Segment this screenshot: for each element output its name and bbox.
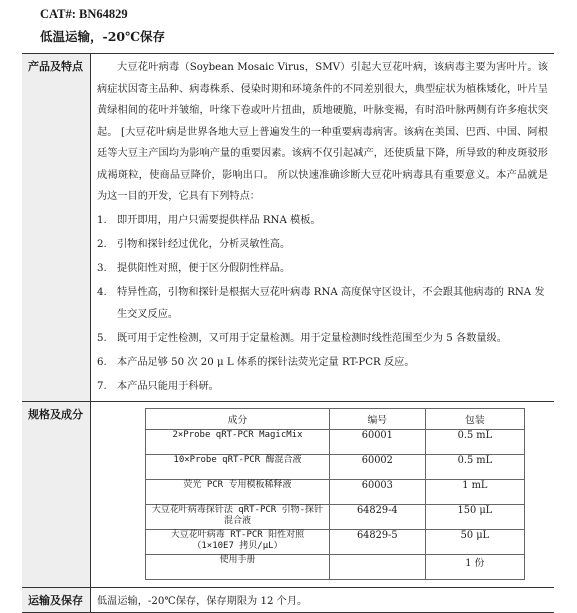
storage-label: 运输及保存 — [22, 587, 91, 612]
component-pack: 50 μL — [425, 529, 524, 554]
feature-number: 6. — [97, 356, 107, 368]
component-row — [146, 529, 525, 554]
component-row — [146, 504, 525, 529]
storage-row — [22, 587, 554, 612]
component-code: 60002 — [329, 454, 425, 479]
product-intro: 大豆花叶病毒（Soybean Mosaic Virus，SMV）引起大豆花叶病，该病毒主要为害叶片。该病症状因寄主品种、病毒株系、侵染时期和环境条件的不同差别很大，典型症状为植株矮化，叶片呈黄绿相间的花叶并皱缩，叶缘下卷或叶片扭曲，质地硬脆，叶脉变褐，有时沿叶脉两侧有许多疱状突起。 [大豆花叶病是世界各地大豆上普遍发生的一种重要病毒病害。该病在美国、巴西、中国、阿根廷等大豆主产国均为影响产量的重要因素。该病不仅引起减产，还使质量下降，所导致的种皮斑驳形成褐斑粒，使商品豆降价，影响出口。 所以快速准确诊断大豆花叶病毒具有重要意义。本产品就是为这一目的开发，它具有下列特点： — [97, 62, 548, 202]
components-row — [22, 401, 554, 587]
components-content — [91, 401, 555, 587]
component-pack: 1 份 — [425, 554, 524, 579]
component-code: 64829-5 — [329, 529, 425, 554]
component-name: 10×Probe qRT-PCR 酶混合液 — [146, 454, 330, 479]
feature-text: 本产品足够 50 次 20 μ L 体系的探针法荧光定量 RT-PCR 反应。 — [117, 356, 415, 368]
component-pack: 1 mL — [425, 479, 524, 504]
product-features-content — [91, 54, 555, 402]
components-header-row — [146, 408, 525, 429]
component-name: 大豆花叶病毒 RT-PCR 阳性对照 （1×10E7 拷贝/μL） — [146, 529, 330, 554]
product-info-table — [22, 53, 554, 613]
component-pack: 0.5 mL — [425, 429, 524, 454]
catalog-number: CAT#: BN64829 — [40, 7, 128, 21]
col-header-pack: 包装 — [425, 408, 524, 429]
feature-list — [97, 210, 548, 398]
col-header-name: 成分 — [146, 408, 330, 429]
shipping-note: 低温运输，-20℃保存 — [40, 29, 166, 44]
component-row — [146, 429, 525, 454]
component-pack: 150 μL — [425, 504, 524, 529]
feature-number: 3. — [97, 262, 107, 274]
component-code — [329, 554, 425, 579]
feature-text: 提供阳性对照，便于区分假阴性样品。 — [117, 262, 291, 274]
component-row — [146, 554, 525, 579]
components-label: 规格及成分 — [22, 401, 91, 587]
feature-number: 7. — [97, 380, 107, 392]
product-features-row — [22, 54, 554, 402]
components-table — [145, 408, 525, 580]
feature-text: 引物和探针经过优化，分析灵敏性高。 — [117, 238, 291, 250]
col-header-code: 编号 — [329, 408, 425, 429]
feature-text: 既可用于定性检测，又可用于定量检测。用于定量检测时线性范围至少为 5 各数量级。 — [117, 332, 507, 344]
component-code: 60003 — [329, 479, 425, 504]
component-name: 荧光 PCR 专用模板稀释液 — [146, 479, 330, 504]
component-row — [146, 454, 525, 479]
feature-item — [97, 328, 548, 350]
feature-number: 1. — [97, 214, 107, 226]
feature-item — [97, 210, 548, 232]
feature-item — [97, 282, 548, 326]
feature-number: 2. — [97, 238, 107, 250]
feature-number: 5. — [97, 332, 107, 344]
storage-text: 低温运输，-20℃保存，保存期限为 12 个月。 — [91, 587, 555, 612]
feature-number: 4. — [97, 286, 107, 298]
component-row — [146, 479, 525, 504]
feature-text: 即开即用，用户只需要提供样品 RNA 模板。 — [117, 214, 321, 226]
feature-item — [97, 352, 548, 374]
feature-item — [97, 234, 548, 256]
feature-text: 特异性高，引物和探针是根据大豆花叶病毒 RNA 高度保守区设计，不会跟其他病毒的 RNA 发生交叉反应。 — [117, 286, 545, 320]
feature-item — [97, 258, 548, 280]
component-code: 60001 — [329, 429, 425, 454]
component-pack: 0.5 mL — [425, 454, 524, 479]
component-code: 64829-4 — [329, 504, 425, 529]
product-features-label: 产品及特点 — [22, 54, 91, 402]
feature-text: 本产品只能用于科研。 — [117, 380, 219, 392]
component-name: 使用手册 — [146, 554, 330, 579]
feature-item — [97, 376, 548, 398]
component-name: 2×Probe qRT-PCR MagicMix — [146, 429, 330, 454]
component-name: 大豆花叶病毒探针法 qRT-PCR 引物-探针混合液 — [146, 504, 330, 529]
